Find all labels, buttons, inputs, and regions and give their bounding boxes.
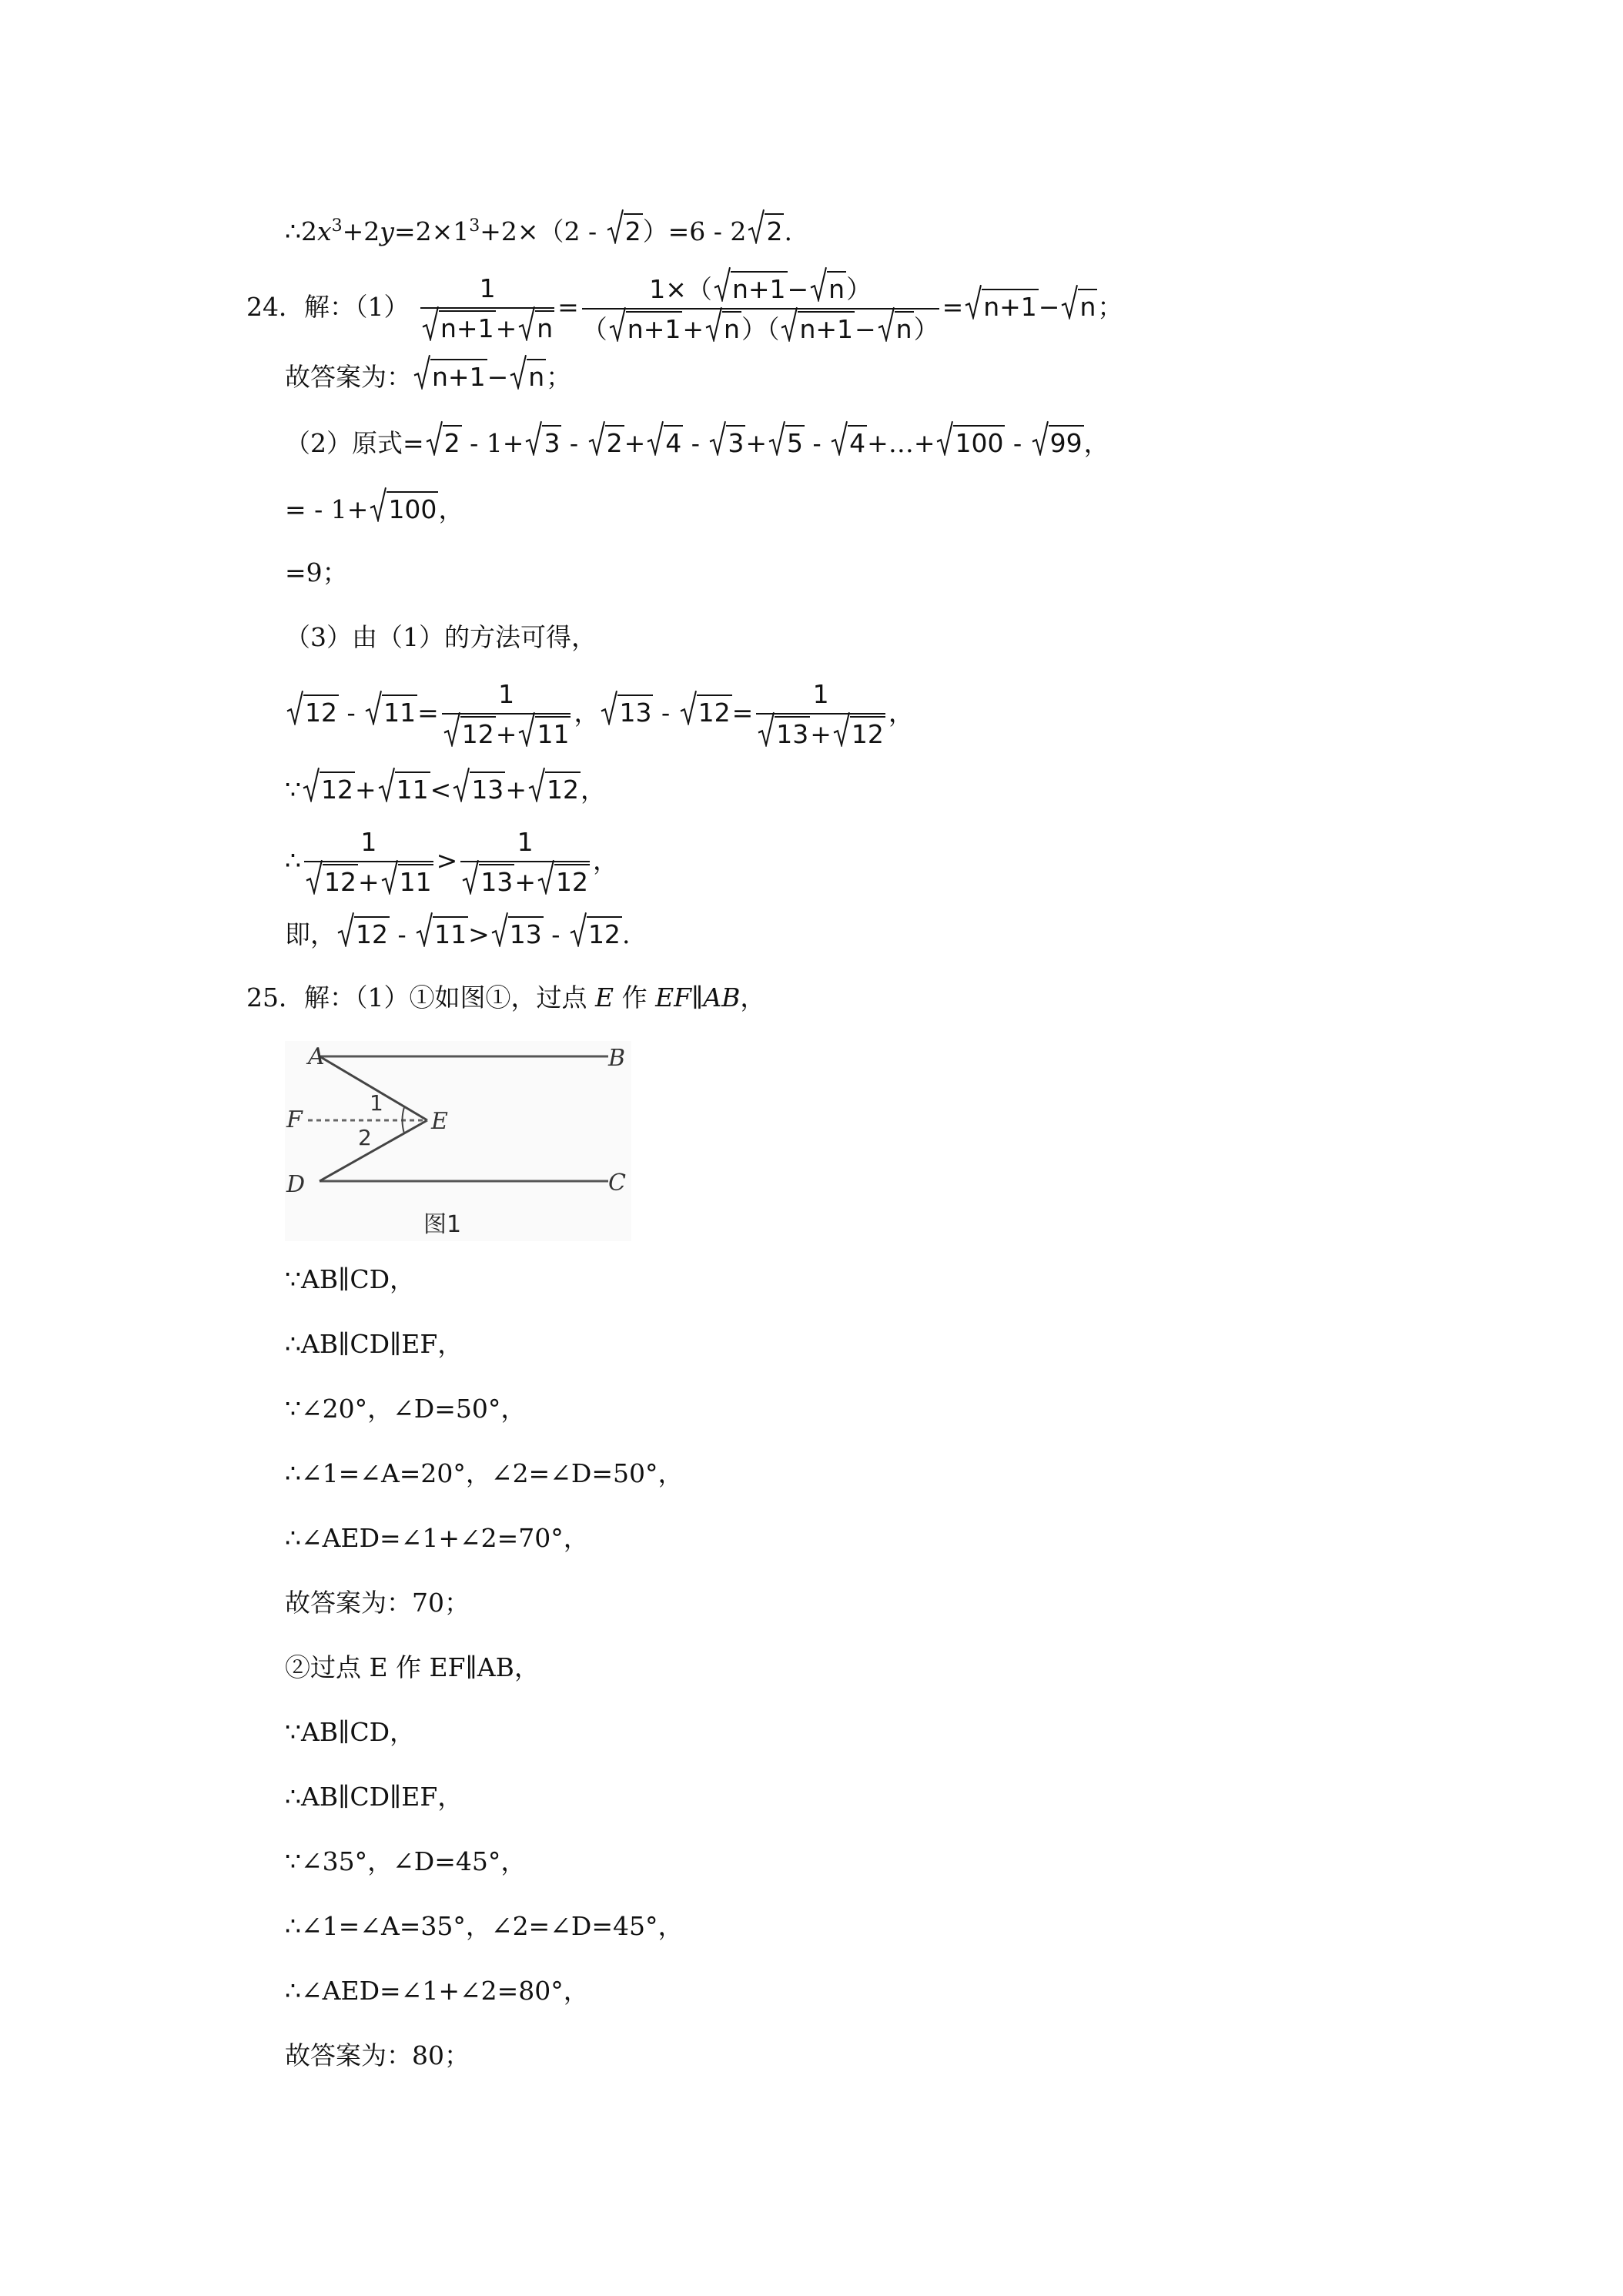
label-e: E [431, 1108, 448, 1135]
q25-heading: 25．解：（1）①如图①，过点 E 作 EF∥AB， [246, 982, 766, 1012]
label-a: A [308, 1043, 325, 1070]
fraction: 1 n+1+ n [420, 272, 554, 346]
label-b: B [608, 1045, 626, 1072]
step2-line: ∵∠35°，∠D=45°， [285, 1846, 527, 1876]
q24-part3: （3）由（1）的方法可得， [285, 622, 597, 652]
answer-70: 故答案为：70； [285, 1588, 470, 1618]
q24-part3-ineq2: ∴ 1 12+ 11 > 1 13+ 12 ， [285, 825, 618, 899]
step2-line: ∴∠1=∠A=35°，∠2=∠D=45°， [285, 1911, 684, 1941]
fraction: 1×（ n+1− n） （ n+1+ n）（ n+1− n） [582, 271, 939, 346]
label-c: C [608, 1170, 626, 1197]
label-d: D [286, 1171, 306, 1198]
q24-part2-c: =9； [285, 557, 348, 587]
q24-part2: （2）原式= 2 - 1+ 3 - 2+ 4 - 3+ 5 - 4+…+ 100 - 99， [285, 425, 1109, 460]
answer-1: 故答案为： n+1− n； [285, 359, 571, 394]
geometry-figure-1 [285, 1041, 631, 1241]
angle-2-label: 2 [358, 1125, 372, 1150]
step1-line: ∴AB∥CD∥EF， [285, 1329, 463, 1359]
step2-line: ∴AB∥CD∥EF， [285, 1782, 463, 1812]
q24-part3-eq1: 12 - 11= 1 12+ 11 ， 13 - 12= 1 13+ 12 ， [285, 678, 914, 751]
step2-line: ∴∠AED=∠1+∠2=80°， [285, 1976, 589, 2006]
step1-line: ∵AB∥CD， [285, 1264, 416, 1294]
q24-part2-b: = - 1+ 100， [285, 491, 463, 527]
step1-line: ∴∠AED=∠1+∠2=70°， [285, 1523, 589, 1553]
label-f: F [286, 1106, 303, 1133]
q24-conclusion: 即， 12 - 11> 13 - 12. [285, 916, 630, 952]
angle-1-label: 1 [370, 1090, 383, 1116]
eq-line-1: $\therefore 2x^3+2y=2\times 1^3+2\times(2$ - 2）=6 - 2 2. [285, 209, 792, 249]
step2-line: ∵AB∥CD， [285, 1717, 416, 1747]
q24-part1: 24．解：（1） 1 n+1+ n = 1×（ n+1− n） （ n+1+ n）（ n+1− n） = n+1− n； [246, 271, 1123, 346]
step2-line: ②过点 E 作 EF∥AB， [285, 1652, 540, 1682]
step1-line: ∵∠20°，∠D=50°， [285, 1394, 527, 1424]
q24-part3-ineq1: ∵ 12+ 11< 13+ 12， [285, 771, 606, 807]
sqrt: 2 [748, 213, 784, 249]
sqrt: 2 [607, 213, 643, 249]
step1-line: ∴∠1=∠A=20°，∠2=∠D=50°， [285, 1458, 684, 1488]
figure-caption: 图1 [423, 1211, 462, 1238]
answer-80: 故答案为：80； [285, 2040, 470, 2070]
